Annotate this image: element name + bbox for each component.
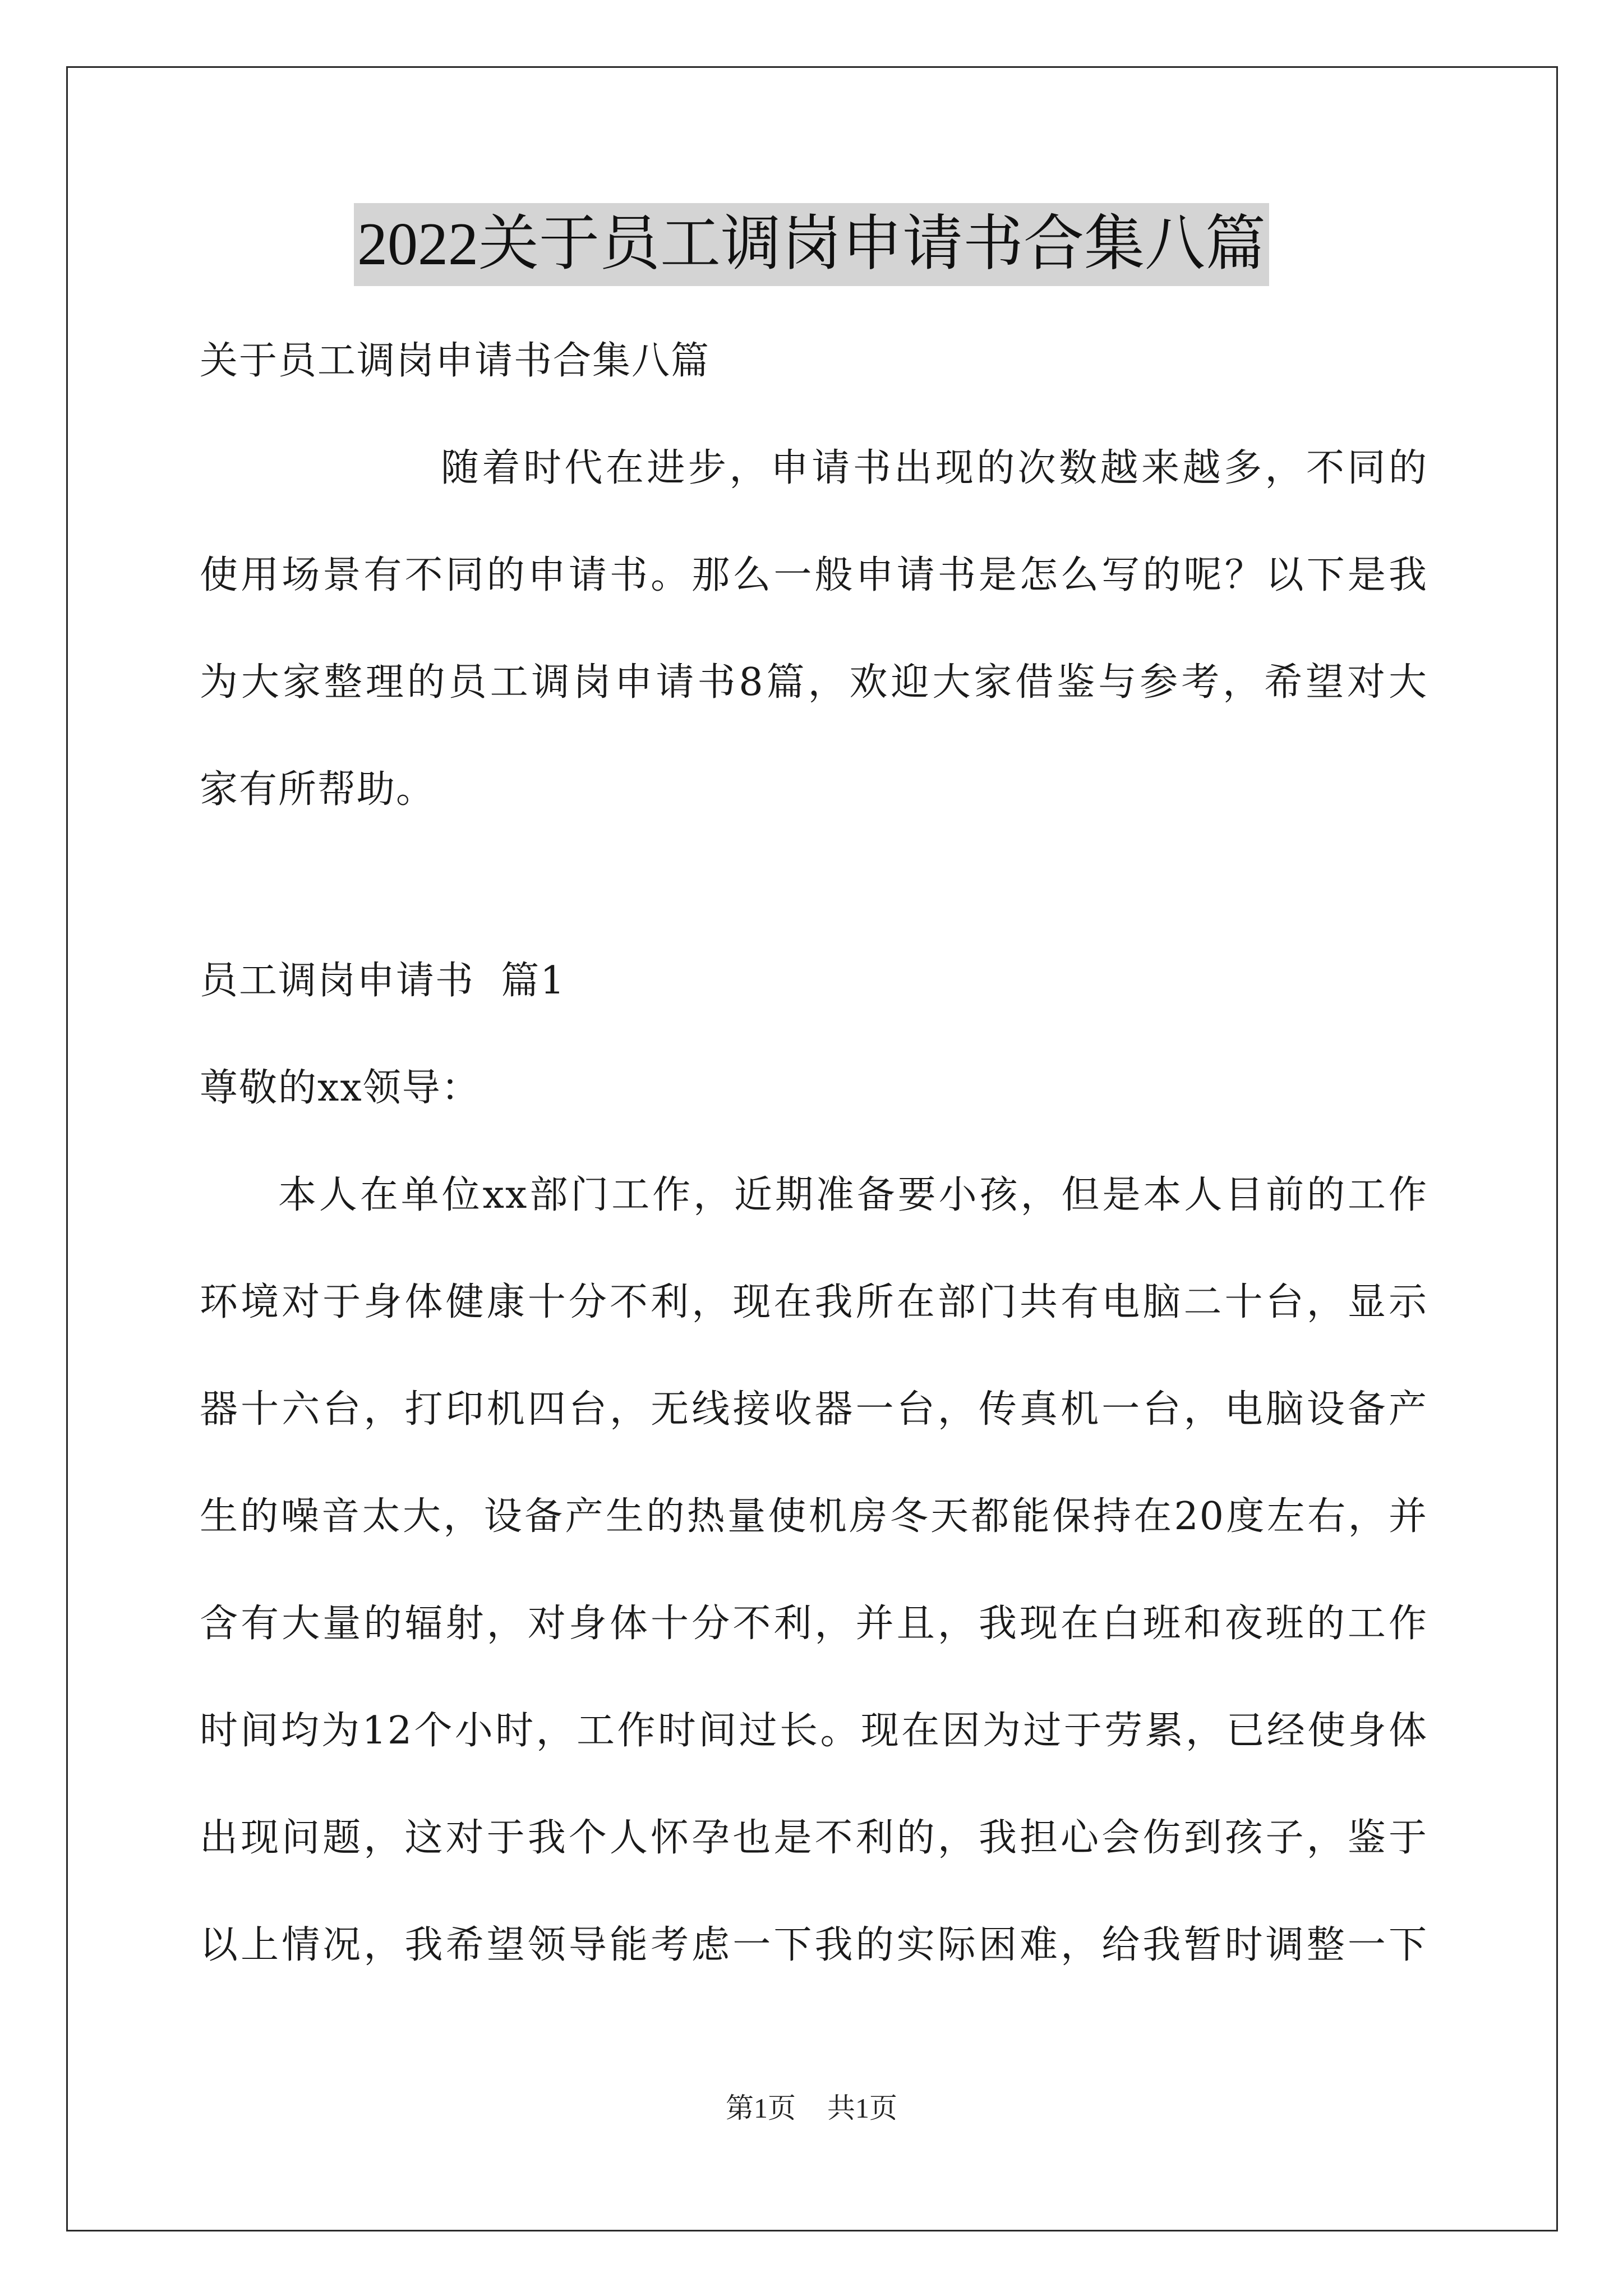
body-line: 器十六台，打印机四台，无线接收器一台，传真机一台，电脑设备产 xyxy=(200,1387,1428,1432)
intro-line: 为大家整理的员工调岗申请书8篇，欢迎大家借鉴与参考，希望对大 xyxy=(200,660,1428,705)
page-footer xyxy=(0,2086,1623,2126)
document-body xyxy=(200,307,1428,1999)
title-area xyxy=(0,203,1623,286)
body-line: 含有大量的辐射，对身体十分不利，并且，我现在白班和夜班的工作 xyxy=(200,1602,1428,1646)
intro-line: 随着时代在进步，申请书出现的次数越来越多，不同的 xyxy=(441,446,1428,490)
document-subtitle: 关于员工调岗申请书合集八篇 xyxy=(200,339,711,383)
spacer xyxy=(200,843,1428,927)
intro-line: 使用场景有不同的申请书。那么一般申请书是怎么写的呢？以下是我 xyxy=(200,553,1428,597)
body-line: 本人在单位xx部门工作，近期准备要小孩，但是本人目前的工作 xyxy=(278,1173,1428,1217)
intro-line: 家有所帮助。 xyxy=(200,767,436,812)
body-line: 出现问题，这对于我个人怀孕也是不利的，我担心会伤到孩子，鉴于 xyxy=(200,1816,1428,1860)
body-line: 环境对于身体健康十分不利，现在我所在部门共有电脑二十台，显示 xyxy=(200,1280,1428,1324)
body-line: 时间均为12个小时，工作时间过长。现在因为过于劳累，已经使身体 xyxy=(200,1709,1428,1753)
body-line: 以上情况，我希望领导能考虑一下我的实际困难，给我暂时调整一下 xyxy=(200,1923,1428,1967)
section-heading: 员工调岗申请书 篇1 xyxy=(200,959,566,1003)
body-line: 生的噪音太大，设备产生的热量使机房冬天都能保持在20度左右，并 xyxy=(200,1494,1428,1539)
page-number: 第1页 xyxy=(726,2092,796,2124)
document-title: 2022关于员工调岗申请书合集八篇 xyxy=(354,203,1269,286)
page-total: 共1页 xyxy=(827,2092,897,2124)
salutation: 尊敬的xx领导： xyxy=(200,1066,481,1110)
